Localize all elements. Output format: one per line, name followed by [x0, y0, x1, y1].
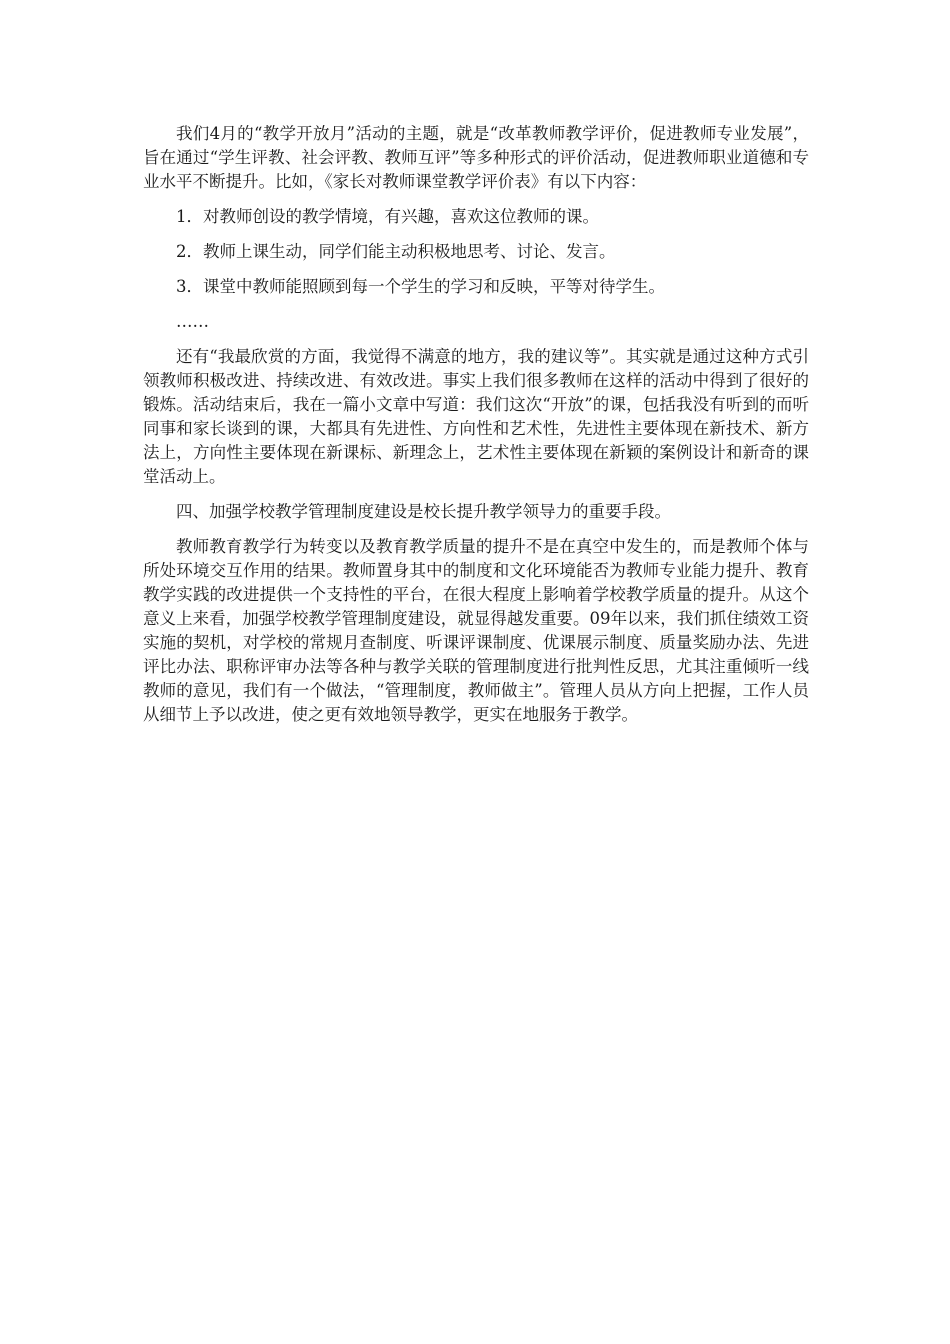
ellipsis: …… — [176, 312, 209, 331]
paragraph-management: 教师教育教学行为转变以及教育教学质量的提升不是在真空中发生的，而是教师个体与所处环境交互作用的结果。教师置身其中的制度和文化环境能否为教师专业能力提升、教育教学实践的改进提供一个支持性的平台，在很大程度上影响着学校教学质量的提升。从这个意义上来看，加强学校教学管理制度建设，就显得越发重要。09年以来，我们抓住绩效工资实施的契机，对学校的常规月查制度、听课评课制度、优课展示制度、质量奖励办法、先进评比办法、职称评审办法等各种与教学关联的管理制度进行批判性反思，尤其注重倾听一线教师的意见，我们有一个做法，“管理制度，教师做主”。管理人员从方向上把握，工作人员从细节上予以改进，使之更有效地领导教学，更实在地服务于教学。 — [143, 537, 809, 724]
paragraph-open-class: 还有“我最欣赏的方面，我觉得不满意的地方，我的建议等”。其实就是通过这种方式引领教师积极改进、持续改进、有效改进。事实上我们很多教师在这样的活动中得到了很好的锻炼。活动结束后，我在一篇小文章中写道：我们这次“开放”的课，包括我没有听到的而听同事和家长谈到的课，大都具有先进性、方向性和艺术性，先进性主要体现在新技术、新方法上，方向性主要体现在新课标、新理念上，艺术性主要体现在新颖的案例设计和新奇的课堂活动上。 — [143, 347, 809, 486]
paragraph-intro: 我们4月的“教学开放月”活动的主题，就是“改革教师教学评价，促进教师专业发展”，旨在通过“学生评教、社会评教、教师互评”等多种形式的评价活动，促进教师职业道德和专业水平不断提升。比如，《家长对教师课堂教学评价表》有以下内容： — [143, 124, 809, 191]
section-heading-four: 四、加强学校教学管理制度建设是校长提升教学领导力的重要手段。 — [176, 502, 671, 521]
document-body — [143, 122, 809, 738]
list-item-3: 3．课堂中教师能照顾到每一个学生的学习和反映，平等对待学生。 — [176, 277, 665, 296]
list-item-2: 2．教师上课生动，同学们能主动积极地思考、讨论、发言。 — [176, 242, 616, 261]
list-item-1: 1．对教师创设的教学情境，有兴趣，喜欢这位教师的课。 — [176, 207, 599, 226]
